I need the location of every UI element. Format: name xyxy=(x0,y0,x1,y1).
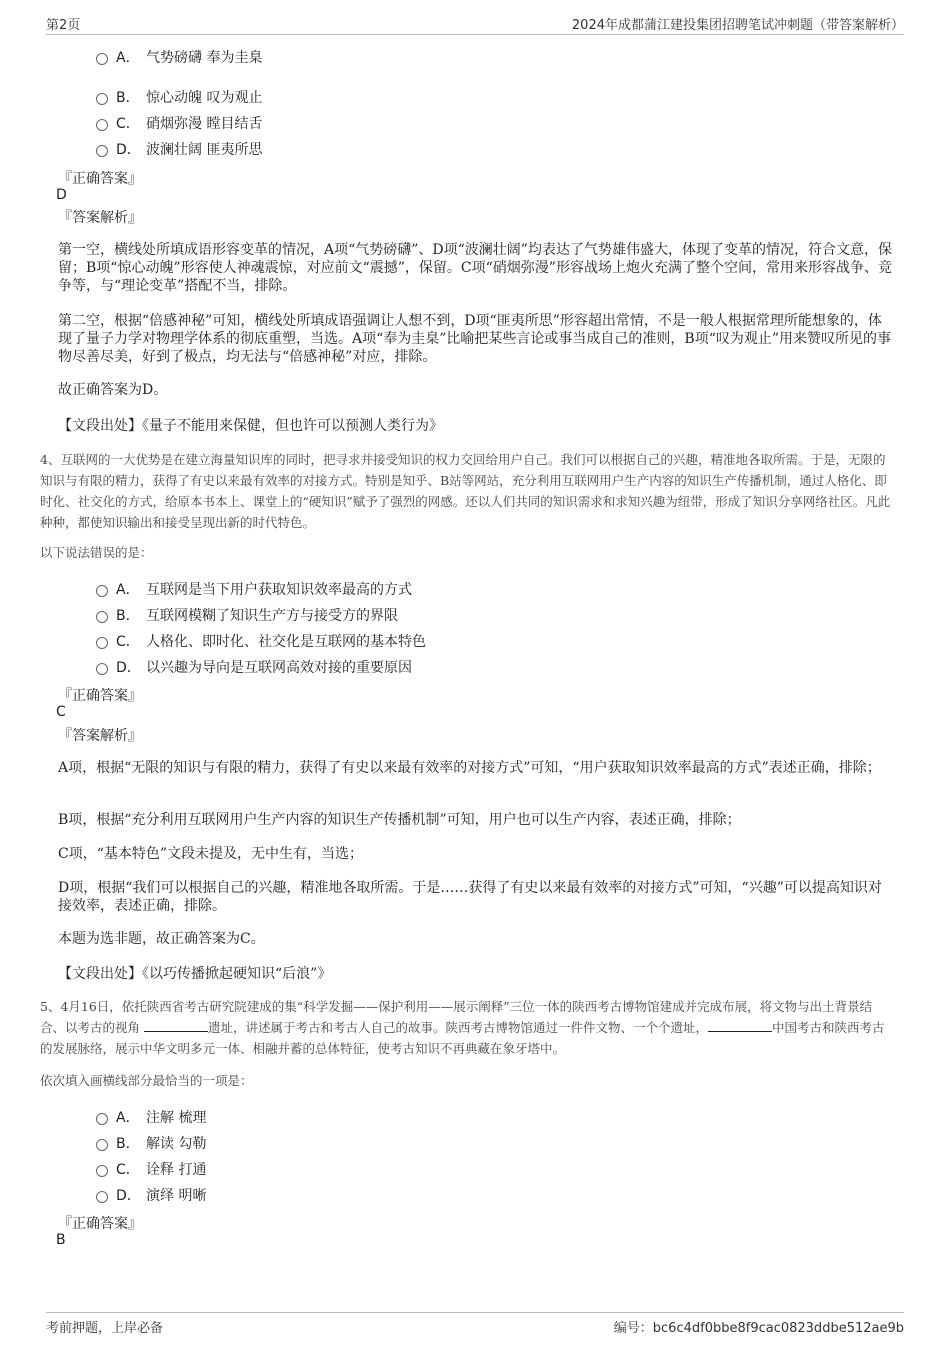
radio-icon[interactable] xyxy=(96,585,108,597)
q3-analysis-para-2: 第二空，根据“倍感神秘”可知，横线处所填成语强调让人想不到，D项“匪夷所思”形容超出常情，不是一般人根据常理所能想象的，体现了量子力学对物理学体系的彻底重塑，当选。A项“奉为圭臬”比喻把某些言论或事当成自己的准则，B项“叹为观止”用来赞叹所见的事物尽善尽美，好到了极点，均无法与“倍感神秘”对应，排除。 xyxy=(58,313,892,365)
q3-answer-label: 『正确答案』 xyxy=(58,171,142,187)
q5-option-a[interactable]: A． 注解 梳理 xyxy=(96,1107,206,1127)
q4-analysis-label: 『答案解析』 xyxy=(58,728,142,744)
radio-icon[interactable] xyxy=(96,1165,108,1177)
q5-option-b[interactable]: B． 解读 勾勒 xyxy=(96,1133,206,1153)
q4-option-b[interactable]: B． 互联网模糊了知识生产方与接受方的界限 xyxy=(96,605,398,625)
q5-option-c[interactable]: C． 诠释 打通 xyxy=(96,1159,206,1179)
q3-answer: D xyxy=(56,187,67,203)
fill-blank-1[interactable] xyxy=(144,1019,208,1032)
radio-icon[interactable] xyxy=(96,145,108,157)
q4-answer: C xyxy=(56,704,66,720)
q3-option-c[interactable]: C． 硝烟弥漫 瞠目结舌 xyxy=(96,113,262,133)
q3-option-d[interactable]: D． 波澜壮阔 匪夷所思 xyxy=(96,139,262,159)
q4-option-c[interactable]: C． 人格化、即时化、社交化是互联网的基本特色 xyxy=(96,631,426,651)
q3-analysis-label: 『答案解析』 xyxy=(58,210,142,226)
fill-blank-2[interactable] xyxy=(708,1019,772,1032)
q3-analysis-conclusion: 故正确答案为D。 xyxy=(58,382,168,398)
radio-icon[interactable] xyxy=(96,663,108,675)
q4-prompt: 以下说法错误的是： xyxy=(40,545,153,560)
q4-option-a[interactable]: A． 互联网是当下用户获取知识效率最高的方式 xyxy=(96,579,412,599)
q4-analysis-para-a: A项，根据“无限的知识与有限的精力，获得了有史以来最有效率的对接方式”可知，“用户获取知识效率最高的方式”表述正确，排除； xyxy=(58,760,881,776)
footer-code: 编号：bc6c4df0bbe8f9cac0823ddbe512ae9b xyxy=(613,1321,904,1336)
q4-analysis-para-b: B项，根据“充分利用互联网用户生产内容的知识生产传播机制”可知，用户也可以生产内容，表述正确，排除； xyxy=(58,812,741,828)
radio-icon[interactable] xyxy=(96,1139,108,1151)
q5-answer: B xyxy=(56,1232,66,1248)
q4-option-d[interactable]: D． 以兴趣为导向是互联网高效对接的重要原因 xyxy=(96,657,412,677)
q3-analysis-para-1: 第一空，横线处所填成语形容变革的情况，A项“气势磅礴”、D项“波澜壮阔”均表达了气势雄伟盛大，体现了变革的情况，符合文意，保留；B项“惊心动魄”形容使人神魂震惊，对应前文“震撼”，保留。C项“硝烟弥漫”形容战场上炮火充满了整个空间，常用来形容战争、竞争等，与“理论变革”搭配不当，排除。 xyxy=(58,242,892,294)
radio-icon[interactable] xyxy=(96,1113,108,1125)
q4-analysis-conclusion: 本题为选非题，故正确答案为C。 xyxy=(58,931,265,947)
page-header xyxy=(46,14,904,35)
page-number: 第2页 xyxy=(46,18,81,33)
q3-source: 【文段出处】《量子不能用来保健，但也许可以预测人类行为》 xyxy=(58,418,443,434)
radio-icon[interactable] xyxy=(96,1191,108,1203)
q5-option-d[interactable]: D． 演绎 明晰 xyxy=(96,1185,206,1205)
radio-icon[interactable] xyxy=(96,637,108,649)
radio-icon[interactable] xyxy=(96,611,108,623)
footer-slogan: 考前押题，上岸必备 xyxy=(46,1321,164,1336)
q3-option-b[interactable]: B． 惊心动魄 叹为观止 xyxy=(96,87,262,107)
q5-answer-label: 『正确答案』 xyxy=(58,1216,142,1232)
document-title: 2024年成都蒲江建投集团招聘笔试冲刺题（带答案解析） xyxy=(571,18,904,33)
q4-analysis-para-d: D项，根据“我们可以根据自己的兴趣，精准地各取所需。于是……获得了有史以来最有效率的对接方式”可知，“兴趣”可以提高知识对接效率，表述正确，排除。 xyxy=(58,880,882,914)
radio-icon[interactable] xyxy=(96,93,108,105)
q5-stem: 5、4月16日，依托陕西省考古研究院建成的集“科学发掘——保护利用——展示阐释”三位一体的陕西考古博物馆建成并完成布展，将文物与出土背景结合、以考古的视角 遗址，讲述属于考古和考古人自己的故事。陕西考古博物馆通过一件件文物、一个个遗址， 中国考古和陕西考古的发展脉络，展示中华文明多元一体、相融并蓄的总体特征，使考古知识不再典藏在象牙塔中。 xyxy=(40,999,885,1056)
q5-prompt: 依次填入画横线部分最恰当的一项是： xyxy=(40,1073,253,1088)
q3-option-a[interactable]: A． 气势磅礴 奉为圭臬 xyxy=(96,47,262,67)
page-footer xyxy=(46,1312,904,1339)
q4-stem: 4、互联网的一大优势是在建立海量知识库的同时，把寻求并接受知识的权力交回给用户自己。我们可以根据自己的兴趣，精准地各取所需。于是，无限的知识与有限的精力，获得了有史以来最有效率的对接方式。特别是知乎、B站等网站，充分利用互联网用户生产内容的知识生产传播机制，通过人格化、即时化、社交化的方式，给原本书本上、课堂上的“硬知识”赋予了强烈的网感。还以人们共同的知识需求和求知兴趣为纽带，形成了知识分享网络社区。凡此种种，都使知识输出和接受呈现出新的时代特色。 xyxy=(40,452,891,530)
q4-answer-label: 『正确答案』 xyxy=(58,688,142,704)
q4-source: 【文段出处】《以巧传播掀起硬知识“后浪”》 xyxy=(58,966,332,982)
q4-analysis-para-c: C项，“基本特色”文段未提及，无中生有，当选； xyxy=(58,846,364,862)
radio-icon[interactable] xyxy=(96,119,108,131)
radio-icon[interactable] xyxy=(96,53,108,65)
